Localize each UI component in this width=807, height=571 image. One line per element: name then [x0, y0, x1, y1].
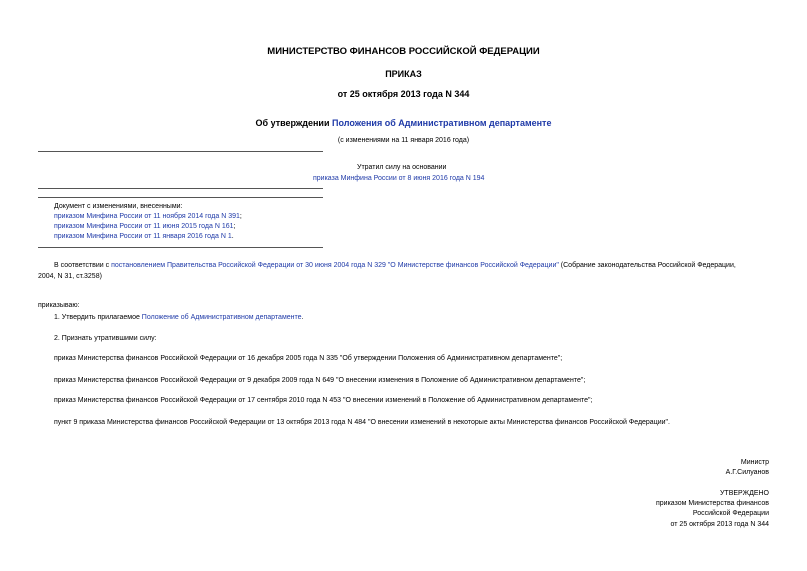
changes-heading: Документ с изменениями, внесенными: [54, 203, 183, 210]
divider [38, 188, 323, 189]
repealed-item: приказ Министерства финансов Российской Федерации от 9 декабря 2009 года N 649 "О внесении изменения в Положение об Административном департаменте"; [54, 377, 586, 384]
repealed-item: приказ Министерства финансов Российской Федерации от 17 сентября 2010 года N 453 "О внесении изменений в Положение об Административном департаменте"; [54, 397, 593, 404]
change-item: приказом Минфина России от 11 января 2016 года N 1. [54, 233, 234, 240]
change-item-link[interactable]: приказом Минфина России от 11 ноября 2014 года N 391 [54, 213, 240, 220]
change-item-link[interactable]: приказом Минфина России от 11 января 2016 года N 1 [54, 233, 232, 240]
divider [38, 247, 323, 248]
repealed-item: пункт 9 приказа Министерства финансов Российской Федерации от 13 октября 2013 года N 484 "О внесении изменений в некоторые акты Министерства финансов Российской Федерации". [54, 419, 670, 426]
point-1-link[interactable]: Положение об Административном департаменте [141, 314, 302, 321]
doc-date-heading: от 25 октября 2013 года N 344 [337, 89, 470, 99]
doc-title-prefix: Об утверждении [255, 118, 332, 128]
divider [38, 197, 323, 198]
signature-name: А.Г.Силуанов [725, 469, 769, 476]
point-2: 2. Признать утратившими силу: [54, 335, 157, 342]
change-item-link[interactable]: приказом Минфина России от 11 июня 2015 года N 161 [54, 223, 234, 230]
void-notice-line: Утратил силу на основании [357, 164, 447, 171]
amended-note: (с изменениями на 11 января 2016 года) [337, 137, 470, 144]
approved-line: от 25 октября 2013 года N 344 [670, 521, 769, 528]
preamble-line: В соответствии с постановлением Правительства Российской Федерации от 30 июня 2004 года N 329 "О Министерстве финансов Российской Федерации" (Собрание законодательства Российской Федерации, [54, 262, 736, 269]
repealed-item: приказ Министерства финансов Российской Федерации от 16 декабря 2005 года N 335 "Об утверждении Положения об Административном департаменте"; [54, 355, 563, 362]
doc-type-heading: ПРИКАЗ [385, 69, 422, 79]
signature-role: Министр [740, 459, 769, 466]
doc-title [0, 117, 807, 129]
point-1: 1. Утвердить прилагаемое Положение об Административном департаменте. [54, 314, 304, 321]
void-notice-link[interactable]: приказа Минфина России от 8 июня 2016 года N 194 [313, 175, 485, 182]
ministry-heading: МИНИСТЕРСТВО ФИНАНСОВ РОССИЙСКОЙ ФЕДЕРАЦИИ [267, 46, 540, 57]
change-item: приказом Минфина России от 11 июня 2015 года N 161; [54, 223, 236, 230]
preamble-line-2: 2004, N 31, ст.3258) [38, 273, 102, 280]
divider [38, 151, 323, 152]
order-word: приказываю: [38, 302, 80, 309]
approved-line: Российской Федерации [692, 510, 769, 517]
approved-line: приказом Министерства финансов [655, 500, 769, 507]
change-item: приказом Минфина России от 11 ноября 2014 года N 391; [54, 213, 242, 220]
approved-stamp: УТВЕРЖДЕНО [719, 490, 769, 497]
preamble-link[interactable]: постановлением Правительства Российской Федерации от 30 июня 2004 года N 329 "О Министерстве финансов Российской Федерации" [111, 262, 559, 269]
doc-title-link[interactable]: Положения об Административном департаменте [332, 118, 552, 128]
